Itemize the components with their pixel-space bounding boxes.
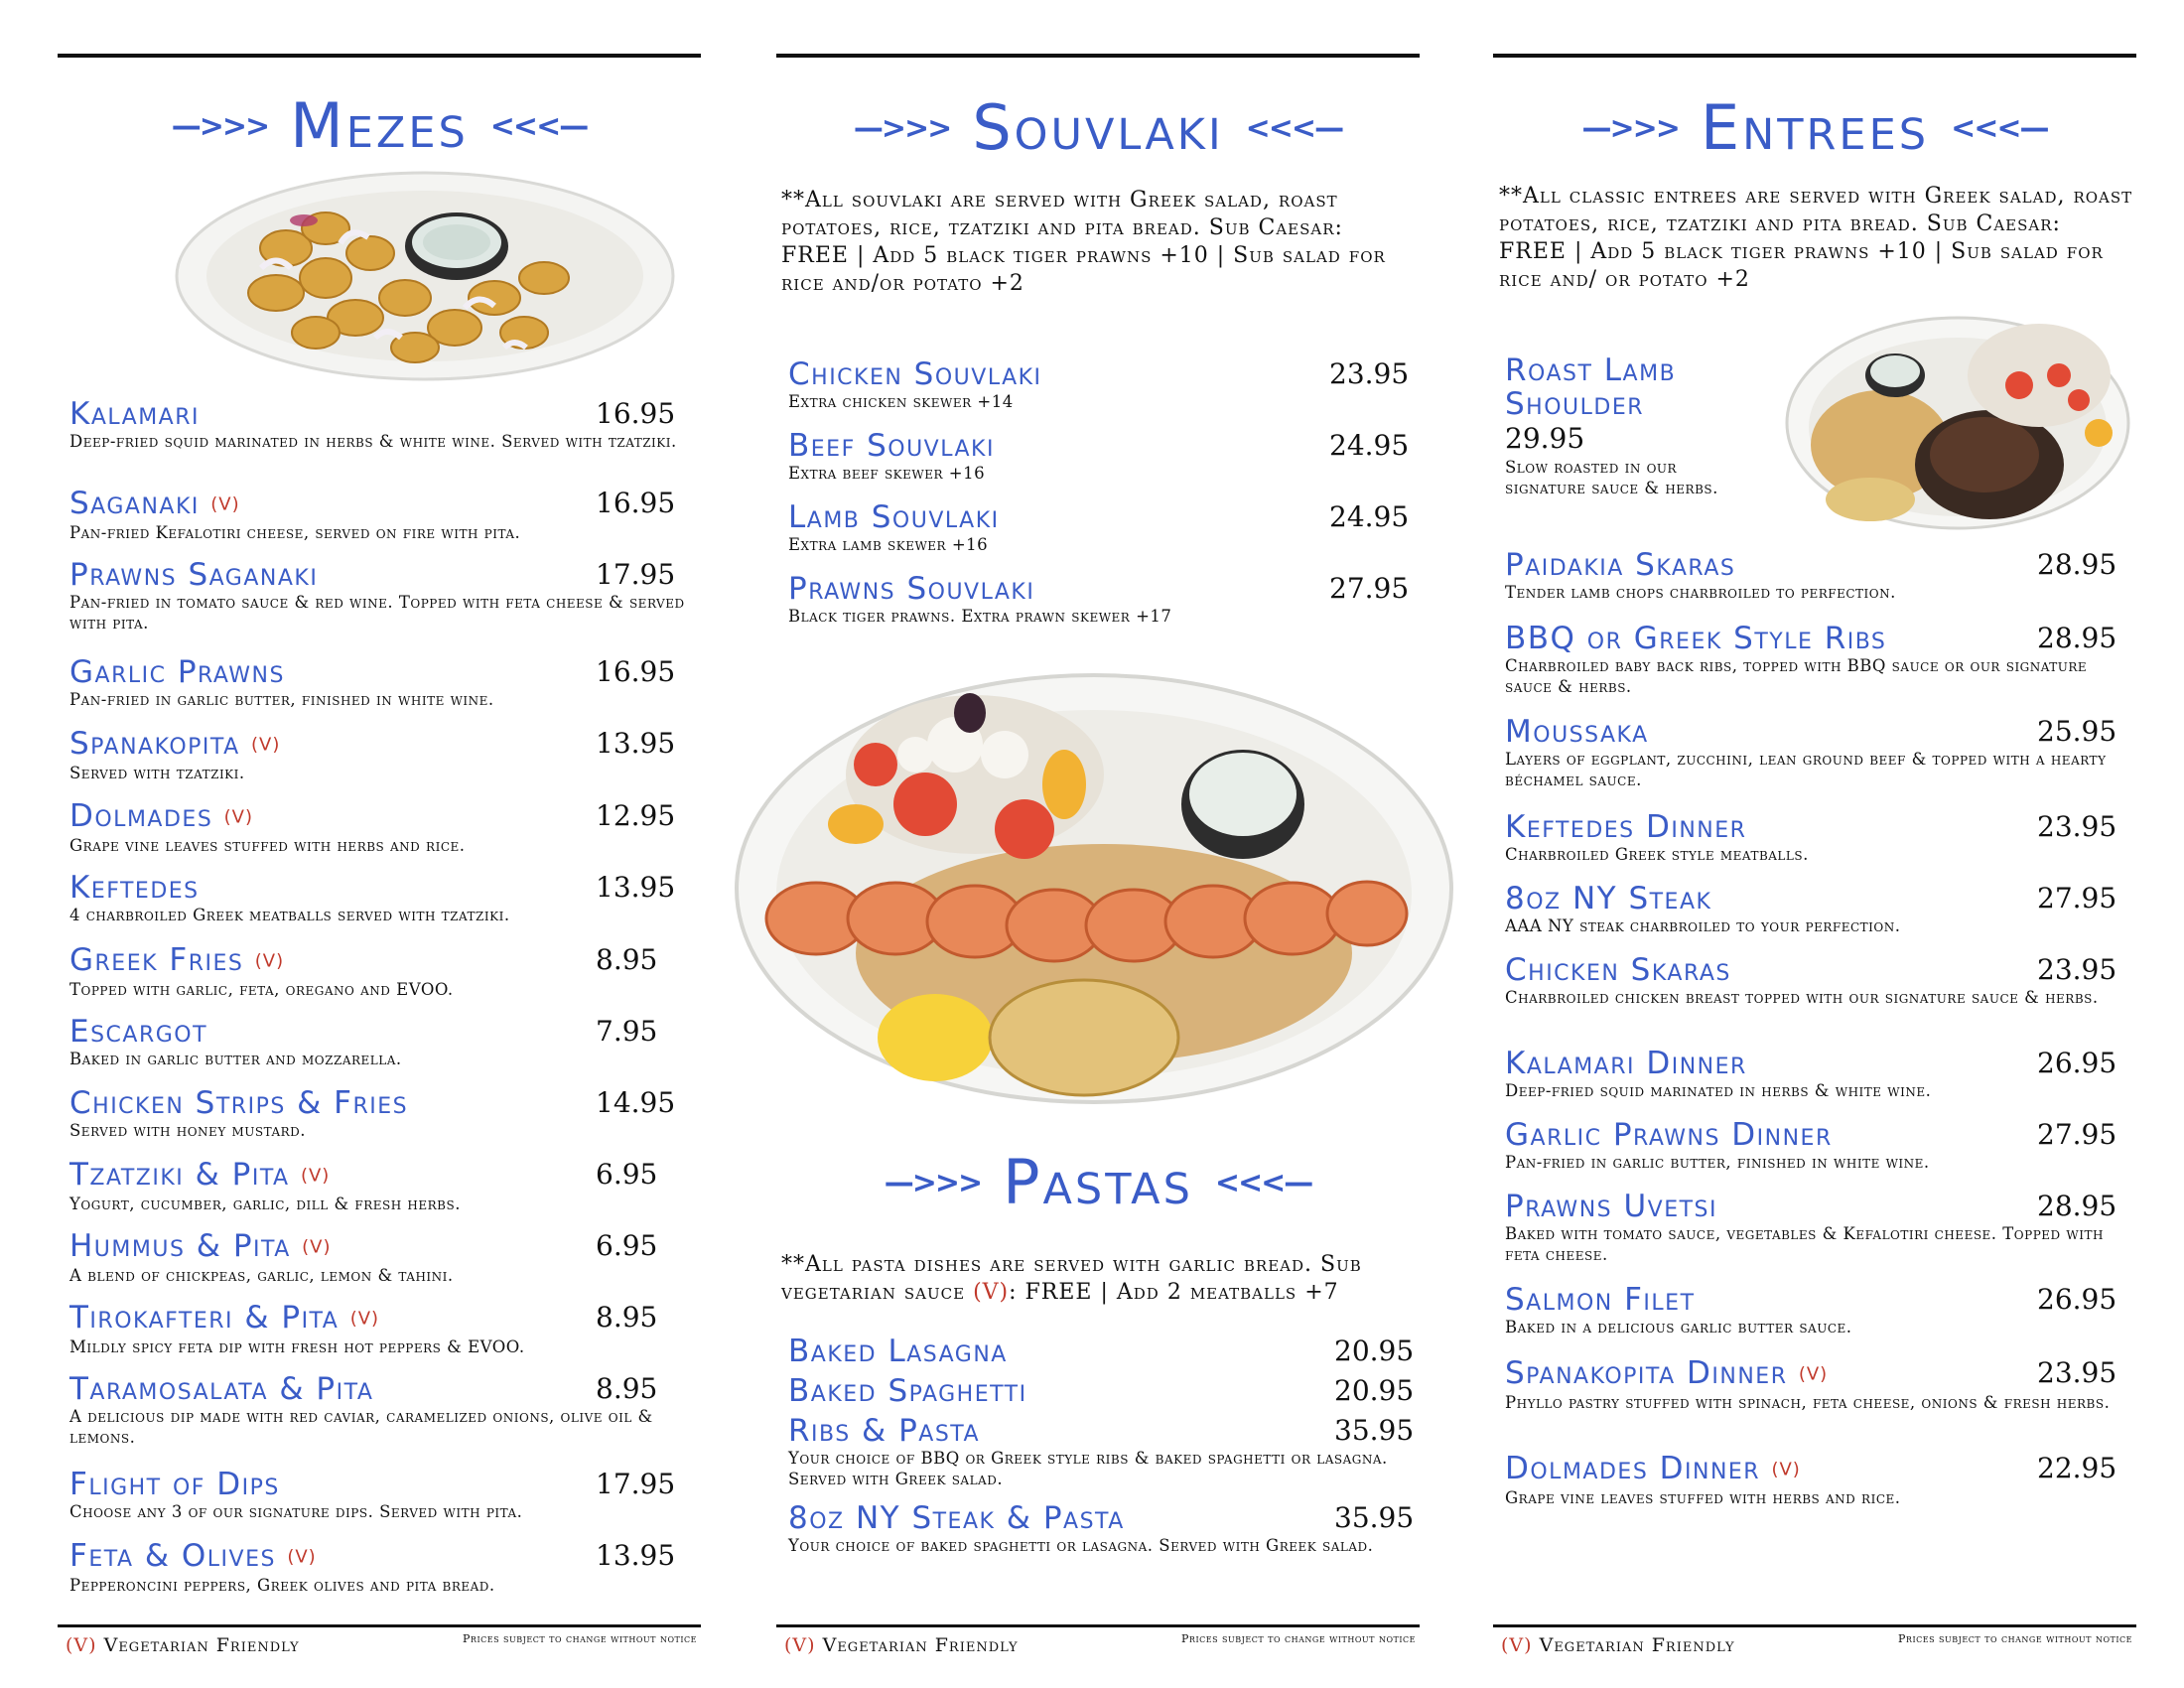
item-price: 23.95 <box>1329 357 1410 390</box>
veg-legend <box>66 1634 300 1656</box>
item-description: Charbroiled baby back ribs, topped with BBQ sauce or our signature sauce & herbs. <box>1505 656 2088 696</box>
menu-item <box>69 1086 685 1141</box>
menu-item <box>788 571 1410 627</box>
mezes-title: Mezes <box>290 89 469 162</box>
item-price: 27.95 <box>2037 1118 2117 1151</box>
menu-item <box>69 1015 685 1069</box>
item-name-text: Moussaka <box>1505 714 1649 750</box>
item-description: Pepperoncini peppers, Greek olives and pita bread. <box>69 1575 495 1595</box>
arrow-left-decoration: <<<— <box>1245 110 1343 146</box>
pastas-note-text-b: : FREE | Add 2 meatballs +7 <box>1009 1280 1339 1305</box>
item-description: Yogurt, cucumber, garlic, dill & fresh herbs. <box>69 1194 461 1213</box>
item-name-text: Kalamari <box>69 396 200 432</box>
item-name-text: Ribs & Pasta <box>788 1413 981 1449</box>
item-name: Shoulder <box>1505 386 1645 422</box>
item-name-text: Spanakopita Dinner <box>1505 1355 1788 1391</box>
menu-item <box>69 1372 685 1448</box>
vegetarian-mark: (V) <box>254 950 285 972</box>
arrow-left-decoration: <<<— <box>1951 110 2048 146</box>
item-price: 8.95 <box>596 943 658 976</box>
pastas-note-text-a: **All pasta dishes are served with garlic bread. Sub vegetarian sauce <box>781 1252 1362 1305</box>
footer <box>1501 1632 2132 1662</box>
veg-label: Vegetarian Friendly <box>103 1634 300 1656</box>
menu-item <box>69 397 685 452</box>
item-description: Charbroiled chicken breast topped with our signature sauce & herbs. <box>1505 988 2099 1007</box>
item-price: 16.95 <box>596 397 676 430</box>
item-description: Pan-fried in garlic butter, finished in white wine. <box>1505 1153 1930 1172</box>
item-name-text: Greek Fries <box>69 942 244 978</box>
bottom-rule <box>58 1624 701 1627</box>
item-description: Topped with garlic, feta, oregano and EVOO. <box>69 979 454 999</box>
item-description: Baked in garlic butter and mozzarella. <box>69 1050 402 1068</box>
menu-item <box>69 1158 685 1214</box>
item-price: 35.95 <box>1334 1414 1415 1447</box>
item-description: Black tiger prawns. Extra prawn skewer +17 <box>788 607 1172 626</box>
item-name <box>1505 715 2120 749</box>
entrees-heading <box>1493 83 2136 173</box>
item-name <box>69 397 685 431</box>
menu-item <box>1505 1047 2120 1101</box>
item-price: 29.95 <box>1505 422 1585 455</box>
item-description: Pan-fried in tomato sauce & red wine. Topped with feta cheese & served with pita. <box>69 593 685 633</box>
veg-mark: (V) <box>973 1280 1010 1305</box>
item-name <box>788 357 1404 391</box>
item-description: Your choice of baked spaghetti or lasagna. Served with Greek salad. <box>788 1536 1374 1555</box>
item-name <box>1505 1118 2120 1152</box>
item-name-text: 8oz NY Steak & Pasta <box>788 1500 1125 1536</box>
menu-item <box>69 558 685 633</box>
veg-legend <box>1501 1634 1735 1656</box>
veg-legend <box>784 1634 1019 1656</box>
item-name <box>788 1374 1404 1408</box>
item-name <box>69 1468 685 1501</box>
item-description: Baked with tomato sauce, vegetables & Kefalotiri cheese. Topped with feta cheese. <box>1505 1224 2104 1264</box>
item-name <box>69 871 685 905</box>
bottom-rule <box>1493 1624 2136 1627</box>
entrees-column <box>1493 0 2136 1688</box>
roast-lamb-plate-image <box>1781 306 2134 540</box>
item-name <box>69 558 685 592</box>
item-name <box>788 1335 1404 1368</box>
menu-item <box>69 727 685 783</box>
item-description: Deep-fried squid marinated in herbs & white wine. <box>1505 1081 1932 1100</box>
item-name-text: Flight of Dips <box>69 1467 280 1502</box>
item-name <box>1505 548 2120 582</box>
item-name-text: Hummus & Pita <box>69 1228 291 1264</box>
item-name <box>788 1501 1404 1535</box>
item-price: 6.95 <box>596 1229 658 1262</box>
item-name <box>69 799 685 835</box>
item-price: 7.95 <box>596 1015 658 1048</box>
item-name-text: Chicken Souvlaki <box>788 356 1042 392</box>
menu-item <box>1505 1283 2120 1337</box>
item-price: 23.95 <box>2037 810 2117 843</box>
mezes-heading <box>58 81 701 171</box>
menu-item <box>1505 882 2120 936</box>
item-name-text: Feta & Olives <box>69 1538 276 1574</box>
item-name <box>788 572 1404 606</box>
item-name <box>1505 1452 2120 1487</box>
item-price: 25.95 <box>2037 715 2117 748</box>
item-description: Phyllo pastry stuffed with spinach, feta cheese, onions & fresh herbs. <box>1505 1392 2111 1412</box>
item-description: Pan-fried Kefalotiri cheese, served on fire with pita. <box>69 522 521 542</box>
menu-item <box>788 356 1410 412</box>
menu-item <box>788 1373 1415 1409</box>
item-description: Extra lamb skewer +16 <box>788 535 989 554</box>
item-name <box>1505 1047 2120 1080</box>
item-name-text: BBQ or Greek Style Ribs <box>1505 621 1887 656</box>
prices-note: Prices subject to change without notice <box>1181 1632 1416 1645</box>
item-name-text: Tzatziki & Pita <box>69 1157 290 1193</box>
item-description: Pan-fried in garlic butter, finished in white wine. <box>69 690 494 709</box>
menu-item <box>69 1539 685 1596</box>
item-description: Choose any 3 of our signature dips. Served with pita. <box>69 1502 523 1521</box>
souvlaki-note: **All souvlaki are served with Greek salad, roast potatoes, rice, tzatziki and pita bread. Sub Caesar: FREE | Add 5 black tiger prawns +10 | Sub salad for rice and/or potato +2 <box>781 188 1386 296</box>
veg-mark: (V) <box>784 1634 816 1656</box>
item-name-text: Garlic Prawns Dinner <box>1505 1117 1833 1153</box>
item-description: Served with honey mustard. <box>69 1121 307 1140</box>
item-name-text: Taramosalata & Pita <box>69 1371 374 1407</box>
item-name <box>69 1372 685 1406</box>
item-name <box>69 655 685 689</box>
item-price: 16.95 <box>596 655 676 688</box>
item-price: 13.95 <box>596 871 676 904</box>
item-description: Tender lamb chops charbroiled to perfection. <box>1505 583 1896 602</box>
item-price: 8.95 <box>596 1372 658 1405</box>
item-name <box>1505 1356 2120 1392</box>
arrow-right-decoration: —>>> <box>884 1165 982 1200</box>
item-name-text: Dolmades Dinner <box>1505 1451 1761 1486</box>
prices-note: Prices subject to change without notice <box>463 1632 697 1645</box>
top-rule <box>776 54 1420 58</box>
item-name <box>69 943 685 979</box>
item-name <box>69 727 685 763</box>
item-name-text: Garlic Prawns <box>69 654 285 690</box>
menu-item <box>788 1500 1415 1556</box>
mezes-column <box>58 0 701 1688</box>
item-name-text: Paidakia Skaras <box>1505 547 1736 583</box>
footer <box>66 1632 697 1662</box>
item-price: 17.95 <box>596 1468 676 1500</box>
item-description: Extra beef skewer +16 <box>788 464 986 483</box>
item-name-text: Chicken Skaras <box>1505 952 1731 988</box>
item-price: 27.95 <box>1329 572 1410 605</box>
item-name <box>788 429 1404 463</box>
item-price: 20.95 <box>1334 1335 1415 1367</box>
item-description: Extra chicken skewer +14 <box>788 392 1014 411</box>
vegetarian-mark: (V) <box>300 1165 331 1187</box>
menu-item <box>1505 1356 2120 1413</box>
arrow-right-decoration: —>>> <box>171 108 269 144</box>
item-name: Roast Lamb <box>1505 352 1677 388</box>
item-price: 12.95 <box>596 799 676 832</box>
item-name <box>69 1229 685 1265</box>
item-name-text: Lamb Souvlaki <box>788 499 1000 535</box>
pastas-title: Pastas <box>1003 1146 1193 1218</box>
item-price: 35.95 <box>1334 1501 1415 1534</box>
item-name-text: Prawns Souvlaki <box>788 571 1035 607</box>
item-description: Grape vine leaves stuffed with herbs and rice. <box>69 835 466 855</box>
item-name <box>69 1158 685 1194</box>
item-name <box>788 500 1404 534</box>
item-description: A delicious dip made with red caviar, caramelized onions, olive oil & lemons. <box>69 1407 653 1447</box>
menu-item <box>1505 1118 2120 1173</box>
menu-item <box>69 943 685 1000</box>
item-name <box>1505 622 2120 655</box>
top-rule <box>1493 54 2136 58</box>
souvlaki-pastas-column <box>776 0 1420 1688</box>
item-name-text: Tirokafteri & Pita <box>69 1300 340 1336</box>
item-name <box>69 1539 685 1575</box>
arrow-right-decoration: —>>> <box>1581 110 1679 146</box>
item-name <box>69 1015 685 1049</box>
pastas-heading <box>776 1138 1420 1227</box>
menu-item <box>1505 548 2120 603</box>
vegetarian-mark: (V) <box>223 806 253 828</box>
item-name <box>69 487 685 522</box>
item-name <box>1505 1283 2120 1317</box>
item-price: 8.95 <box>596 1301 658 1334</box>
item-name-text: Spanakopita <box>69 726 240 762</box>
vegetarian-mark: (V) <box>1771 1459 1801 1480</box>
veg-label: Vegetarian Friendly <box>1539 1634 1735 1656</box>
menu-item <box>1505 1190 2120 1265</box>
bottom-rule <box>776 1624 1420 1627</box>
item-price: 24.95 <box>1329 429 1410 462</box>
item-description: Baked in a delicious garlic butter sauce. <box>1505 1318 1852 1336</box>
item-description: Served with tzatziki. <box>69 763 245 782</box>
pastas-note <box>781 1251 1417 1307</box>
item-price: 28.95 <box>2037 548 2117 581</box>
item-name-text: Saganaki <box>69 486 200 521</box>
menu-item <box>69 655 685 710</box>
menu-item <box>1505 953 2120 1008</box>
item-description: 4 charbroiled Greek meatballs served with tzatziki. <box>69 906 510 924</box>
item-price: 28.95 <box>2037 1190 2117 1222</box>
item-price: 20.95 <box>1334 1374 1415 1407</box>
item-name <box>69 1301 685 1336</box>
entrees-note: **All classic entrees are served with Greek salad, roast potatoes, rice, tzatziki and pita bread. Sub Caesar: FREE | Add 5 black tiger prawns +10 | Sub salad for rice and/ or potato +2 <box>1499 184 2133 292</box>
menu-item <box>69 1301 685 1357</box>
item-name-text: Kalamari Dinner <box>1505 1046 1747 1081</box>
menu-item <box>69 1468 685 1522</box>
arrow-right-decoration: —>>> <box>853 110 951 146</box>
arrow-left-decoration: <<<— <box>489 108 588 144</box>
item-name <box>1505 882 2120 915</box>
item-name-text: 8oz NY Steak <box>1505 881 1712 916</box>
item-name-text: Salmon Filet <box>1505 1282 1696 1318</box>
item-name-text: Chicken Strips & Fries <box>69 1085 409 1121</box>
vegetarian-mark: (V) <box>302 1236 332 1258</box>
vegetarian-mark: (V) <box>251 734 281 756</box>
item-price: 26.95 <box>2037 1047 2117 1079</box>
item-price: 23.95 <box>2037 1356 2117 1389</box>
item-price: 16.95 <box>596 487 676 519</box>
veg-label: Vegetarian Friendly <box>822 1634 1019 1656</box>
menu-item <box>69 487 685 543</box>
footer <box>784 1632 1416 1662</box>
top-rule <box>58 54 701 58</box>
item-description: Mildly spicy feta dip with fresh hot peppers & EVOO. <box>69 1336 525 1356</box>
kalamari-plate-image <box>167 159 683 387</box>
item-name-text: Baked Lasagna <box>788 1334 1008 1369</box>
item-price: 6.95 <box>596 1158 658 1191</box>
item-description: Your choice of BBQ or Greek style ribs & baked spaghetti or lasagna. Served with Greek salad. <box>788 1449 1388 1488</box>
vegetarian-mark: (V) <box>349 1308 380 1330</box>
item-price: 24.95 <box>1329 500 1410 533</box>
item-name-text: Baked Spaghetti <box>788 1373 1027 1409</box>
menu-item <box>69 799 685 856</box>
item-description: Deep-fried squid marinated in herbs & white wine. Served with tzatziki. <box>69 432 677 451</box>
item-price: 17.95 <box>596 558 676 591</box>
item-description: Charbroiled Greek style meatballs. <box>1505 845 1809 864</box>
item-name-text: Prawns Saganaki <box>69 557 319 593</box>
item-description: Layers of eggplant, zucchini, lean ground beef & topped with a hearty béchamel sauce. <box>1505 750 2107 789</box>
item-name-text: Keftedes <box>69 870 200 906</box>
arrow-left-decoration: <<<— <box>1214 1165 1312 1200</box>
item-name-text: Prawns Uvetsi <box>1505 1189 1717 1224</box>
vegetarian-mark: (V) <box>287 1546 317 1568</box>
item-price: 14.95 <box>596 1086 676 1119</box>
vegetarian-mark: (V) <box>1798 1363 1829 1385</box>
prawns-souvlaki-plate-image <box>727 655 1461 1112</box>
item-price: 13.95 <box>596 1539 676 1572</box>
item-description: Slow roasted in our signature sauce & herbs. <box>1505 458 1718 497</box>
menu-item <box>69 1229 685 1286</box>
item-name <box>69 1086 685 1120</box>
item-name <box>1505 810 2120 844</box>
menu-item <box>788 1334 1415 1369</box>
item-name <box>1505 953 2120 987</box>
item-description: AAA NY steak charbroiled to your perfection. <box>1505 916 1901 935</box>
veg-mark: (V) <box>1501 1634 1533 1656</box>
vegetarian-mark: (V) <box>210 493 240 515</box>
entrees-title: Entrees <box>1700 91 1930 164</box>
menu-item <box>1505 622 2120 697</box>
item-name-text: Beef Souvlaki <box>788 428 995 464</box>
item-name-text: Escargot <box>69 1014 208 1050</box>
veg-mark: (V) <box>66 1634 97 1656</box>
menu-item <box>1505 715 2120 790</box>
item-price: 22.95 <box>2037 1452 2117 1484</box>
souvlaki-title: Souvlaki <box>972 91 1224 164</box>
menu-item <box>788 499 1410 555</box>
menu-item <box>788 1413 1415 1489</box>
item-name-text: Keftedes Dinner <box>1505 809 1747 845</box>
item-description: Grape vine leaves stuffed with herbs and rice. <box>1505 1487 1901 1507</box>
item-name <box>788 1414 1404 1448</box>
menu-item <box>788 428 1410 484</box>
prices-note: Prices subject to change without notice <box>1898 1632 2132 1645</box>
item-price: 27.95 <box>2037 882 2117 914</box>
menu-item <box>69 871 685 925</box>
item-price: 28.95 <box>2037 622 2117 654</box>
menu-item <box>1505 1452 2120 1508</box>
item-name <box>1505 1190 2120 1223</box>
souvlaki-heading <box>776 83 1420 173</box>
item-name-text: Dolmades <box>69 798 213 834</box>
menu-item-roast-lamb-shoulder <box>1505 353 1783 498</box>
item-price: 23.95 <box>2037 953 2117 986</box>
item-description: A blend of chickpeas, garlic, lemon & tahini. <box>69 1265 454 1285</box>
item-price: 26.95 <box>2037 1283 2117 1316</box>
menu-item <box>1505 810 2120 865</box>
item-price: 13.95 <box>596 727 676 760</box>
